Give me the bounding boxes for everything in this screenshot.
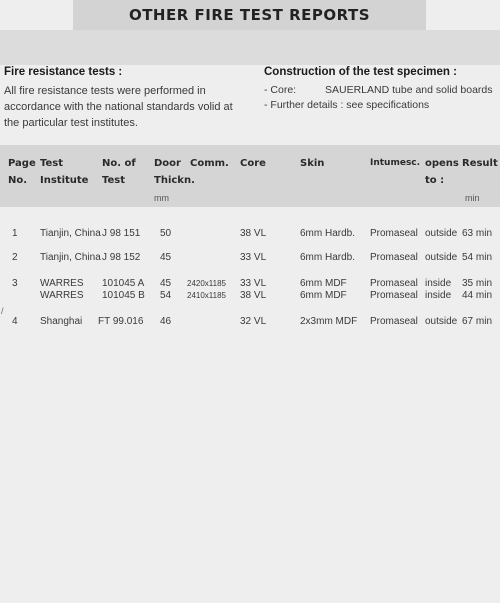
header-intumesc — [370, 155, 420, 172]
cell-test-no: J 98 152 — [102, 252, 141, 263]
cell-test-no: J 98 151 — [102, 228, 141, 239]
cell-institute: WARRES — [40, 278, 84, 289]
core-value: SAUERLAND tube and solid boards — [325, 84, 493, 96]
cell-page: 1 — [12, 228, 18, 239]
header-opens — [425, 155, 459, 189]
details-text: - Further details : see specifications — [264, 99, 430, 111]
page-title: OTHER FIRE TEST REPORTS — [128, 6, 371, 24]
cell-skin: 6mm MDF — [300, 278, 347, 289]
details-line — [264, 98, 500, 113]
cell-door: 45 — [160, 278, 172, 289]
cell-result: 63 min — [462, 228, 493, 239]
header-intumesc-line-1: Intumesc. — [370, 158, 421, 168]
fire-resistance-heading: Fire resistance tests : — [4, 66, 123, 78]
cell-opens: inside — [425, 290, 452, 301]
cell-page: 2 — [12, 252, 18, 263]
fire-resistance-line-3: the particular test institutes. — [4, 117, 138, 129]
cell-intumesc: Promaseal — [370, 316, 418, 327]
header-test-no-line-2: Test — [102, 175, 126, 186]
cell-comm: 2420x1185 — [187, 279, 226, 288]
cell-skin: 6mm Hardb. — [300, 252, 356, 263]
cell-door: 54 — [160, 290, 172, 301]
cell-core: 38 VL — [240, 228, 267, 239]
header-page — [8, 155, 36, 189]
table-header — [0, 145, 500, 207]
cell-intumesc: Promaseal — [370, 228, 418, 239]
header-opens-line-1: opens — [425, 158, 459, 169]
header-skin-line-1: Skin — [300, 158, 325, 169]
cell-result: 35 min — [462, 278, 493, 289]
cell-institute: Tianjin, China — [40, 228, 101, 239]
header-core — [240, 155, 266, 172]
cell-institute: Shanghai — [40, 316, 83, 327]
header-institute-line-1: Test — [40, 158, 64, 169]
unit-door: mm — [154, 193, 169, 203]
header-core-line-1: Core — [240, 158, 266, 169]
cell-door: 50 — [160, 228, 172, 239]
header-result-line-1: Result — [462, 158, 498, 169]
cell-core: 33 VL — [240, 252, 267, 263]
cell-result: 54 min — [462, 252, 493, 263]
cell-result: 67 min — [462, 316, 493, 327]
header-comm-line-1: Comm. — [190, 158, 229, 169]
cell-intumesc: Promaseal — [370, 252, 418, 263]
header-opens-line-2: to : — [425, 175, 445, 186]
core-key: - Core: — [264, 84, 297, 96]
cell-door: 45 — [160, 252, 172, 263]
title-bar — [73, 0, 426, 30]
cell-skin: 2x3mm MDF — [300, 316, 358, 327]
construction-section — [264, 66, 500, 113]
cell-institute: WARRES — [40, 290, 84, 301]
header-institute — [40, 155, 88, 189]
unit-result: min — [465, 193, 480, 203]
fire-resistance-section — [4, 66, 254, 131]
cell-result: 44 min — [462, 290, 493, 301]
header-comm — [190, 155, 229, 172]
header-result — [462, 155, 498, 172]
header-test-no — [102, 155, 136, 189]
cell-opens: outside — [425, 316, 458, 327]
cell-opens: outside — [425, 228, 458, 239]
header-door — [154, 155, 195, 189]
cell-test-no: 101045 B — [102, 290, 145, 301]
cell-comm: 2410x1185 — [187, 291, 226, 300]
construction-heading: Construction of the test specimen : — [264, 66, 457, 78]
header-band-top — [0, 30, 500, 65]
cell-skin: 6mm MDF — [300, 290, 347, 301]
cell-page: 3 — [12, 278, 18, 289]
header-skin — [300, 155, 324, 172]
cell-test-no: 101045 A — [102, 278, 145, 289]
cell-intumesc: Promaseal — [370, 278, 418, 289]
cell-opens: outside — [425, 252, 458, 263]
header-door-line-1: Door — [154, 158, 181, 169]
cell-opens: inside — [425, 278, 452, 289]
header-page-line-1: Page — [8, 158, 36, 169]
cell-institute: Tianjin, China — [40, 252, 101, 263]
cell-door: 46 — [160, 316, 172, 327]
cell-page: 4 — [12, 316, 18, 327]
fire-resistance-line-2: accordance with the national standards volid at — [4, 101, 233, 113]
header-door-line-2: Thickn. — [154, 175, 195, 186]
cell-core: 33 VL — [240, 278, 267, 289]
cell-intumesc: Promaseal — [370, 290, 418, 301]
cell-core: 38 VL — [240, 290, 267, 301]
cell-skin: 6mm Hardb. — [300, 228, 356, 239]
header-institute-line-2: Institute — [40, 175, 89, 186]
core-line — [264, 83, 500, 98]
margin-tick-mark: / — [1, 306, 4, 316]
cell-core: 32 VL — [240, 316, 267, 327]
cell-test-no: FT 99.016 — [98, 316, 144, 327]
fire-resistance-line-1: All fire resistance tests were performed in — [4, 85, 206, 97]
header-page-line-2: No. — [8, 175, 28, 186]
header-test-no-line-1: No. of — [102, 158, 136, 169]
